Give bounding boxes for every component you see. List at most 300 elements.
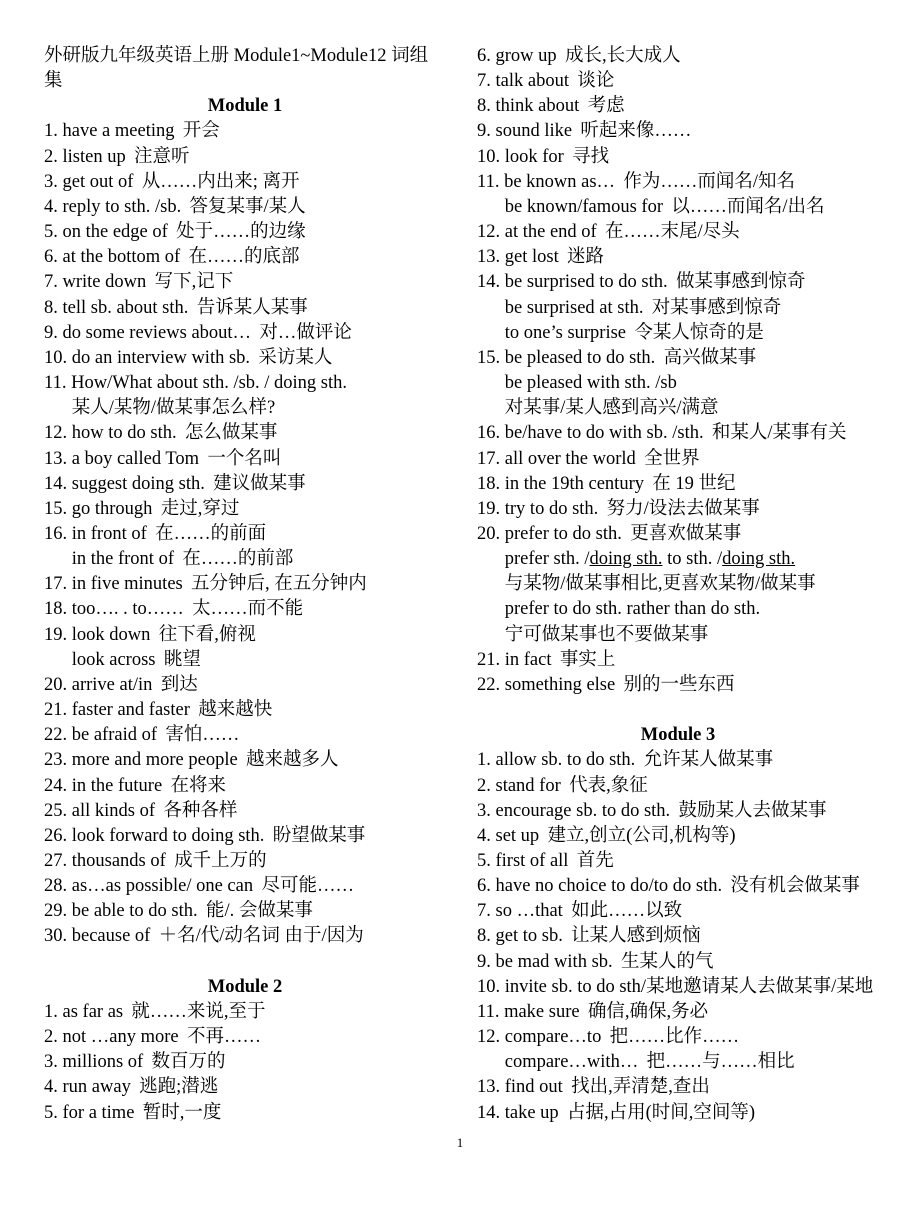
english-phrase: be pleased with sth. /sb: [504, 373, 677, 394]
english-phrase: go through: [71, 498, 153, 519]
chinese-meaning: 作为……而闻名/知名: [623, 171, 796, 192]
chinese-meaning: 一个名叫: [207, 448, 282, 469]
phrase-entry-continuation: [477, 597, 879, 622]
entry-number: 9.: [477, 121, 491, 142]
english-phrase: prefer to do sth.: [504, 523, 622, 544]
entry-number: 13.: [477, 247, 501, 268]
chinese-meaning: 事实上: [559, 649, 616, 670]
english-phrase: thousands of: [71, 851, 166, 872]
entry-number: 13.: [477, 1077, 501, 1098]
english-phrase: not …any more: [62, 1027, 179, 1048]
chinese-meaning: 和某人/某事有关: [711, 423, 847, 444]
entry-number: 10.: [44, 347, 68, 368]
blank-line: [477, 698, 879, 723]
chinese-meaning: 开会: [182, 121, 220, 142]
english-phrase: think about: [495, 96, 580, 117]
english-phrase: write down: [62, 272, 147, 293]
chinese-meaning: 让某人感到烦恼: [571, 926, 701, 947]
phrase-entry: [477, 849, 879, 874]
phrase-entry: [44, 924, 446, 949]
chinese-meaning: 对某事/某人感到高兴/满意: [504, 398, 719, 419]
chinese-meaning: 在将来: [170, 775, 226, 796]
entry-number: 23.: [44, 750, 68, 771]
english-phrase: too…. . to……: [71, 599, 184, 620]
chinese-meaning: 往下看,俯视: [158, 624, 256, 645]
chinese-meaning: 写下,记下: [154, 272, 234, 293]
chinese-meaning: 越来越多人: [245, 750, 339, 771]
english-phrase: look for: [504, 146, 564, 167]
entry-number: 2.: [477, 775, 491, 796]
chinese-meaning: 建议做某事: [213, 473, 306, 494]
entry-number: 22.: [44, 725, 68, 746]
phrase-entry: [477, 145, 879, 170]
entry-number: 9.: [44, 322, 58, 343]
phrase-entry-continuation: [477, 195, 879, 220]
entry-number: 6.: [44, 247, 58, 268]
chinese-meaning: 就……来说,至于: [131, 1001, 266, 1022]
chinese-meaning: 越来越快: [198, 700, 273, 721]
entry-number: 8.: [477, 926, 491, 947]
phrase-entry: [477, 824, 879, 849]
chinese-meaning: 在……的前面: [155, 523, 267, 544]
entry-number: 11.: [477, 1001, 500, 1022]
phrase-entry-continuation: [477, 1050, 879, 1075]
phrase-entry: [477, 1075, 879, 1100]
phrase-entry: [477, 799, 879, 824]
page-number: 1: [456, 1135, 464, 1150]
chinese-meaning: 做某事感到惊奇: [675, 272, 806, 293]
english-phrase: tell sb. about sth.: [62, 297, 189, 318]
chinese-meaning: 答复某事/某人: [189, 196, 306, 217]
chinese-meaning: 眺望: [163, 649, 201, 670]
chinese-meaning: 在……末尾/尽头: [605, 222, 740, 243]
entry-number: 12.: [477, 1027, 501, 1048]
english-phrase: a boy called Tom: [71, 448, 200, 469]
english-phrase: something else: [504, 674, 616, 695]
right-column: [477, 44, 879, 1126]
entry-number: 9.: [477, 951, 491, 972]
phrase-entry-continuation: [477, 572, 879, 597]
entry-number: 3.: [44, 171, 58, 192]
entry-number: 17.: [44, 574, 68, 595]
chinese-meaning: 鼓励某人去做某事: [678, 800, 827, 821]
entry-number: 15.: [477, 347, 501, 368]
english-phrase: look down: [71, 624, 151, 645]
phrase-entry: [44, 673, 446, 698]
phrase-entry: [477, 950, 879, 975]
entry-number: 19.: [477, 498, 501, 519]
chinese-meaning: 代表,象征: [569, 775, 648, 796]
phrase-entry: [477, 94, 879, 119]
english-phrase: set up: [495, 825, 540, 846]
entry-number: 22.: [477, 674, 501, 695]
phrase-entry-continuation: [477, 396, 879, 421]
english-phrase: in five minutes: [71, 574, 183, 595]
phrase-entry: [44, 698, 446, 723]
chinese-meaning: 尽可能……: [261, 876, 354, 897]
phrase-entry: [477, 497, 879, 522]
chinese-meaning: 从……内出来; 离开: [141, 171, 300, 192]
english-phrase: talk about: [495, 71, 569, 92]
phrase-entry: [44, 497, 446, 522]
english-phrase: be/have to do with sb. /sth.: [504, 423, 704, 444]
chinese-meaning: 全世界: [644, 448, 700, 469]
english-phrase: look forward to doing sth.: [71, 825, 265, 846]
chinese-meaning: 盼望做某事: [272, 825, 366, 846]
phrase-entry: [44, 170, 446, 195]
entry-number: 14.: [44, 473, 68, 494]
english-phrase: be surprised at sth.: [504, 297, 644, 318]
chinese-meaning: 暂时,一度: [142, 1102, 222, 1123]
english-phrase: in the future: [71, 775, 163, 796]
english-phrase: be afraid of: [71, 725, 158, 746]
chinese-meaning: 没有机会做某事: [730, 876, 860, 897]
phrase-entry: [44, 1075, 446, 1100]
phrase-entry-continuation: [44, 648, 446, 673]
chinese-meaning: 五分钟后, 在五分钟内: [191, 574, 367, 595]
phrase-entry: [477, 975, 879, 1000]
phrase-entry: [44, 723, 446, 748]
english-phrase: for a time: [62, 1102, 135, 1123]
chinese-meaning: 成长,长大成人: [564, 46, 681, 66]
phrase-entry: [477, 522, 879, 547]
english-phrase: grow up: [495, 46, 557, 66]
english-phrase: [505, 549, 795, 569]
entry-number: 16.: [477, 423, 501, 444]
english-phrase: be known/famous for: [504, 196, 663, 217]
phrase-entry: [44, 371, 446, 396]
entry-number: 24.: [44, 775, 68, 796]
entry-number: 18.: [477, 473, 501, 494]
phrase-entry: [44, 245, 446, 270]
phrase-entry: [44, 145, 446, 170]
english-phrase: as…as possible/ one can: [71, 876, 254, 897]
english-phrase: be able to do sth.: [71, 901, 198, 922]
phrase-entry: [44, 270, 446, 295]
phrase-entry: [477, 170, 879, 195]
chinese-meaning: 建立,创立(公司,机构等): [547, 825, 736, 846]
english-phrase: be known as…: [504, 171, 616, 192]
entry-number: 17.: [477, 448, 501, 469]
phrase-entry: [44, 421, 446, 446]
phrase-entry: [44, 774, 446, 799]
english-phrase: all over the world: [504, 448, 636, 469]
phrase-entry: [477, 1000, 879, 1025]
english-phrase: get out of: [62, 171, 134, 192]
chinese-meaning: 对…做评论: [259, 322, 352, 343]
phrase-entry: [44, 748, 446, 773]
chinese-meaning: 不再……: [186, 1027, 261, 1048]
chinese-meaning: 如此……以致: [571, 901, 683, 922]
chinese-meaning: 与某物/做某事相比,更喜欢某物/做某事: [504, 574, 816, 595]
english-phrase: have no choice to do/to do sth.: [495, 876, 723, 897]
phrase-entry: [44, 1000, 446, 1025]
phrase-entry: [44, 472, 446, 497]
chinese-meaning: 在……的前部: [182, 549, 294, 570]
entry-number: 5.: [477, 851, 491, 871]
phrase-entry-continuation: [44, 547, 446, 572]
chinese-meaning: 在……的底部: [188, 247, 300, 268]
entry-number: 2.: [44, 146, 58, 167]
phrase-entry-continuation: [477, 547, 879, 572]
chinese-meaning: 听起来像……: [580, 121, 692, 142]
phrase-entry: [477, 270, 879, 295]
chinese-meaning: 令某人惊奇的是: [634, 322, 764, 343]
chinese-meaning: 寻找: [572, 146, 610, 167]
phrase-entry-continuation: [477, 623, 879, 648]
english-phrase: allow sb. to do sth.: [495, 750, 636, 771]
entry-number: 14.: [477, 1102, 501, 1123]
chinese-meaning: 宁可做某事也不要做某事: [504, 624, 709, 645]
chinese-meaning: 对某事感到惊奇: [651, 297, 782, 318]
english-phrase: be surprised to do sth.: [504, 272, 668, 293]
english-phrase: suggest doing sth.: [71, 473, 205, 494]
english-phrase: take up: [504, 1102, 559, 1123]
phrase-entry: [477, 119, 879, 144]
english-phrase: more and more people: [71, 750, 238, 771]
chinese-meaning: 谈论: [577, 71, 615, 92]
english-phrase: to one’s surprise: [504, 322, 627, 343]
entry-number: 8.: [44, 297, 58, 318]
english-phrase: on the edge of: [62, 222, 168, 243]
english-phrase: in the front of: [71, 549, 174, 570]
phrase-entry: [477, 245, 879, 270]
phrase-entry: [44, 572, 446, 597]
entry-number: 26.: [44, 825, 68, 846]
module-heading: Module 2: [207, 976, 283, 997]
phrase-entry: [44, 447, 446, 472]
english-phrase: have a meeting: [62, 121, 175, 142]
phrase-entry: [477, 447, 879, 472]
phrase-text: to sth. /: [662, 549, 723, 570]
chinese-meaning: 考虑: [587, 96, 625, 117]
english-phrase: get lost: [504, 247, 559, 268]
english-phrase: listen up: [62, 146, 126, 167]
english-phrase: How/What about sth. /sb. / doing sth.: [71, 373, 348, 394]
english-phrase: reply to sth. /sb.: [62, 196, 182, 217]
entry-number: 5.: [44, 1102, 58, 1123]
chinese-meaning: 注意听: [134, 146, 190, 167]
entry-number: 29.: [44, 901, 68, 922]
entry-number: 10.: [477, 146, 501, 167]
chinese-meaning: 高兴做某事: [663, 347, 757, 368]
english-phrase: prefer to do sth. rather than do sth.: [504, 599, 761, 620]
english-phrase: millions of: [62, 1052, 144, 1073]
entry-number: 6.: [477, 876, 491, 897]
entry-number: 4.: [44, 196, 58, 217]
phrase-entry: [477, 774, 879, 799]
entry-number: 21.: [44, 700, 68, 721]
english-phrase: look across: [71, 649, 156, 670]
left-column: [44, 44, 446, 1126]
english-phrase: because of: [71, 926, 151, 947]
phrase-entry-continuation: [477, 321, 879, 346]
chinese-meaning: 以……而闻名/出名: [671, 196, 825, 217]
entry-number: 11.: [477, 171, 500, 192]
entry-number: 1.: [477, 750, 491, 771]
chinese-meaning: 生某人的气: [620, 951, 714, 972]
document-title: 外研版九年级英语上册 Module1~Module12 词组集: [44, 46, 429, 92]
phrase-entry: [44, 321, 446, 346]
phrase-entry-continuation: [477, 296, 879, 321]
chinese-meaning: 能/. 会做某事: [205, 901, 313, 922]
entry-number: 28.: [44, 876, 68, 897]
phrase-entry-continuation: [44, 396, 446, 421]
entry-number: 15.: [44, 498, 68, 519]
entry-number: 12.: [477, 222, 501, 243]
english-phrase: encourage sb. to do sth.: [495, 800, 671, 821]
entry-number: 19.: [44, 624, 68, 645]
chinese-meaning: 把……与……相比: [646, 1052, 795, 1073]
phrase-entry: [44, 899, 446, 924]
phrase-text: prefer sth. /: [504, 549, 590, 570]
phrase-entry: [44, 346, 446, 371]
english-phrase: do an interview with sb.: [71, 347, 251, 368]
english-phrase: first of all: [495, 851, 569, 871]
phrase-entry: [477, 748, 879, 773]
phrase-entry: [477, 220, 879, 245]
phrase-entry: [477, 673, 879, 698]
chinese-meaning: 走过,穿过: [160, 498, 240, 519]
entry-number: 7.: [477, 901, 491, 922]
entry-number: 12.: [44, 423, 68, 444]
chinese-meaning: 逃跑;潜逃: [139, 1077, 219, 1098]
phrase-entry: [477, 1025, 879, 1050]
entry-number: 1.: [44, 121, 58, 142]
english-phrase: at the end of: [504, 222, 597, 243]
english-phrase: make sure: [504, 1001, 580, 1022]
entry-number: 3.: [44, 1052, 58, 1073]
chinese-meaning: 各种各样: [163, 800, 238, 821]
entry-number: 16.: [44, 523, 68, 544]
entry-number: 7.: [44, 272, 58, 293]
english-phrase: at the bottom of: [62, 247, 181, 268]
module-heading: Module 1: [207, 96, 283, 117]
chinese-meaning: 努力/设法去做某事: [606, 498, 760, 519]
chinese-meaning: 把……比作……: [609, 1027, 740, 1048]
phrase-entry: [477, 44, 879, 69]
phrase-entry: [44, 195, 446, 220]
chinese-meaning: 在 19 世纪: [652, 473, 736, 494]
english-phrase: find out: [504, 1077, 563, 1098]
phrase-entry: [477, 1101, 879, 1126]
entry-number: 25.: [44, 800, 68, 821]
chinese-meaning: 处于……的边缘: [176, 222, 306, 243]
english-phrase: compare…to: [504, 1027, 602, 1048]
entry-number: 30.: [44, 926, 68, 947]
chinese-meaning: 到达: [160, 674, 198, 695]
english-phrase: run away: [62, 1077, 131, 1098]
phrase-entry: [44, 296, 446, 321]
chinese-meaning: 首先: [576, 851, 614, 871]
chinese-meaning: 怎么做某事: [184, 423, 278, 444]
entry-number: 5.: [44, 222, 58, 243]
english-phrase: faster and faster: [71, 700, 190, 721]
english-phrase: stand for: [495, 775, 561, 796]
phrase-entry: [477, 346, 879, 371]
chinese-meaning: 成千上万的: [174, 851, 267, 872]
phrase-entry: [477, 924, 879, 949]
entry-number: 13.: [44, 448, 68, 469]
phrase-entry: [44, 1025, 446, 1050]
chinese-meaning: 找出,弄清楚,查出: [571, 1077, 710, 1098]
chinese-meaning: 太……而不能: [192, 599, 304, 620]
entry-number: 21.: [477, 649, 501, 670]
entry-number: 4.: [477, 825, 491, 846]
phrase-entry: [477, 648, 879, 673]
chinese-meaning: 别的一些东西: [623, 674, 735, 695]
chinese-meaning: 迷路: [567, 247, 605, 268]
phrase-entry: [477, 899, 879, 924]
chinese-meaning: 确信,确保,务必: [587, 1001, 709, 1022]
entry-number: 1.: [44, 1001, 58, 1022]
english-phrase: be pleased to do sth.: [504, 347, 656, 368]
phrase-entry: [477, 472, 879, 497]
chinese-meaning: 采访某人: [258, 347, 333, 368]
entry-number: 7.: [477, 71, 491, 92]
entry-number: 20.: [477, 523, 501, 544]
phrase-entry: [477, 69, 879, 94]
chinese-meaning: 允许某人做某事: [643, 750, 774, 771]
phrase-entry-continuation: [477, 371, 879, 396]
chinese-meaning: 占据,占用(时间,空间等): [567, 1102, 756, 1123]
entry-number: 8.: [477, 96, 491, 117]
english-phrase: in front of: [71, 523, 147, 544]
phrase-entry: [44, 220, 446, 245]
phrase-entry: [44, 874, 446, 899]
entry-number: 4.: [44, 1077, 58, 1098]
english-phrase: in the 19th century: [504, 473, 644, 494]
entry-number: 27.: [44, 851, 68, 872]
english-phrase: try to do sth.: [504, 498, 599, 519]
phrase-entry: [44, 623, 446, 648]
english-phrase: so …that: [495, 901, 563, 922]
english-phrase: be mad with sb.: [495, 951, 613, 972]
english-phrase: get to sb.: [495, 926, 563, 947]
chinese-meaning: 害怕……: [165, 725, 240, 746]
phrase-entry: [477, 421, 879, 446]
english-phrase: how to do sth.: [71, 423, 177, 444]
phrase-entry: [44, 824, 446, 849]
entry-number: 6.: [477, 46, 491, 66]
entry-number: 3.: [477, 800, 491, 821]
phrase-entry: [44, 522, 446, 547]
phrase-entry: [44, 119, 446, 144]
english-phrase: in fact: [504, 649, 552, 670]
entry-number: 14.: [477, 272, 501, 293]
chinese-meaning: 某人/某物/做某事怎么样?: [71, 398, 276, 419]
phrase-entry: [44, 597, 446, 622]
phrase-entry: [44, 799, 446, 824]
underlined-text: doing sth.: [722, 549, 796, 570]
blank-line: [44, 950, 446, 975]
module-heading: Module 3: [640, 725, 716, 746]
chinese-meaning: 数百万的: [151, 1052, 226, 1073]
underlined-text: doing sth.: [589, 549, 663, 570]
phrase-entry: [44, 1101, 446, 1126]
phrase-entry: [44, 849, 446, 874]
entry-number: 2.: [44, 1027, 58, 1048]
phrase-entry: [477, 874, 879, 899]
english-phrase: invite sb. to do sth/某地邀请某人去做某事/某地: [504, 976, 874, 997]
chinese-meaning: 告诉某人某事: [196, 297, 308, 318]
entry-number: 18.: [44, 599, 68, 620]
english-phrase: compare…with…: [504, 1052, 639, 1073]
entry-number: 10.: [477, 976, 501, 997]
entry-number: 11.: [44, 373, 67, 394]
phrase-entry: [44, 1050, 446, 1075]
english-phrase: sound like: [495, 121, 573, 142]
